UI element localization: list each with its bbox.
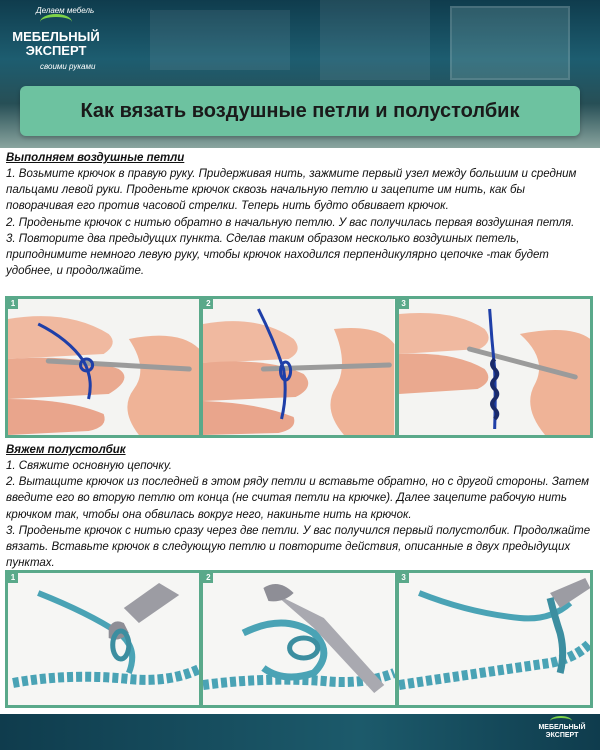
photo-strip-air-loops xyxy=(5,296,593,438)
step-text: 3. Повторите два предыдущих пункта. Сделав таким образом несколько воздушных петель, приподнимите немного левую руку, чтобы крючок находился перпендикулярно цепочке -так будет удобнее, и продолжайте. xyxy=(6,232,549,278)
section-heading: Выполняем воздушные петли xyxy=(6,152,185,164)
photo-step xyxy=(203,299,394,435)
footer-brand-name: МЕБЕЛЬНЫЙ ЭКСПЕРТ xyxy=(538,724,586,739)
step-text: 1. Возьмите крючок в правую руку. Придерживая нить, зажмите первый узел между большим и средним пальцами левой руки. Проденьте крючок сквозь начальную петлю и зацепите им нить, как бы поворачивая его против часовой стрелки. Теперь нить будто обвивает крючок. xyxy=(6,168,577,213)
step-text: 1. Свяжите основную цепочку. xyxy=(6,460,172,472)
footer-brand-logo[interactable] xyxy=(532,716,592,748)
photo-step xyxy=(399,573,590,705)
background-cabinet xyxy=(320,0,430,80)
background-shelf xyxy=(150,10,290,70)
background-window xyxy=(450,6,570,80)
crochet-stitch-photo xyxy=(399,573,590,705)
step-text: 2. Проденьте крючок с нитью обратно в начальную петлю. У вас получилась первая воздушная петля. xyxy=(6,216,575,229)
section-heading: Вяжем полустолбик xyxy=(6,444,126,456)
photo-number: 3 xyxy=(399,573,409,583)
crochet-stitch-photo xyxy=(8,573,199,705)
photo-step xyxy=(399,299,590,435)
photo-number: 1 xyxy=(8,299,18,309)
section-air-loops xyxy=(6,150,594,279)
photo-number: 2 xyxy=(203,299,213,309)
photo-step xyxy=(8,573,199,705)
crochet-hands-photo xyxy=(203,299,394,435)
photo-number: 1 xyxy=(8,573,18,583)
brand-name: МЕБЕЛЬНЫЙ ЭКСПЕРТ xyxy=(12,29,100,58)
photo-number: 3 xyxy=(399,299,409,309)
brand-logo[interactable] xyxy=(10,6,102,82)
photo-step xyxy=(203,573,394,705)
footer-bar xyxy=(0,714,600,750)
page-title: Как вязать воздушные петли и полустолбик xyxy=(80,99,520,122)
photo-step xyxy=(8,299,199,435)
brand-tagline-top: Делаем мебель xyxy=(36,6,95,15)
step-text: 2. Вытащите крючок из последней в этом ряду петли и вставьте обратно, но с другой стороны. Затем введите его во вторую петлю от конца (не считая петли на крючке). Далее зацепите рабочую нить крючком так, чтобы она обвилась вокруг него, накиньте нить на крючок. xyxy=(6,476,590,521)
title-bar xyxy=(20,86,580,136)
crochet-hands-photo xyxy=(8,299,199,435)
brand-tagline-bottom: своими руками xyxy=(40,62,96,71)
crochet-stitch-photo xyxy=(203,573,394,705)
photo-number: 2 xyxy=(203,573,213,583)
photo-strip-half-double xyxy=(5,570,593,708)
logo-mark-icon xyxy=(40,14,72,30)
header-banner xyxy=(0,0,600,148)
crochet-hands-photo xyxy=(399,299,590,435)
step-text: 3. Проденьте крючок с нитью сразу через две петли. У вас получился первый полустолбик. Продолжайте вязать. Вставьте крючок в следующую петлю и повторите действия, описанные в двух предыдущих пунктах. xyxy=(6,524,591,570)
section-half-double xyxy=(6,442,594,571)
